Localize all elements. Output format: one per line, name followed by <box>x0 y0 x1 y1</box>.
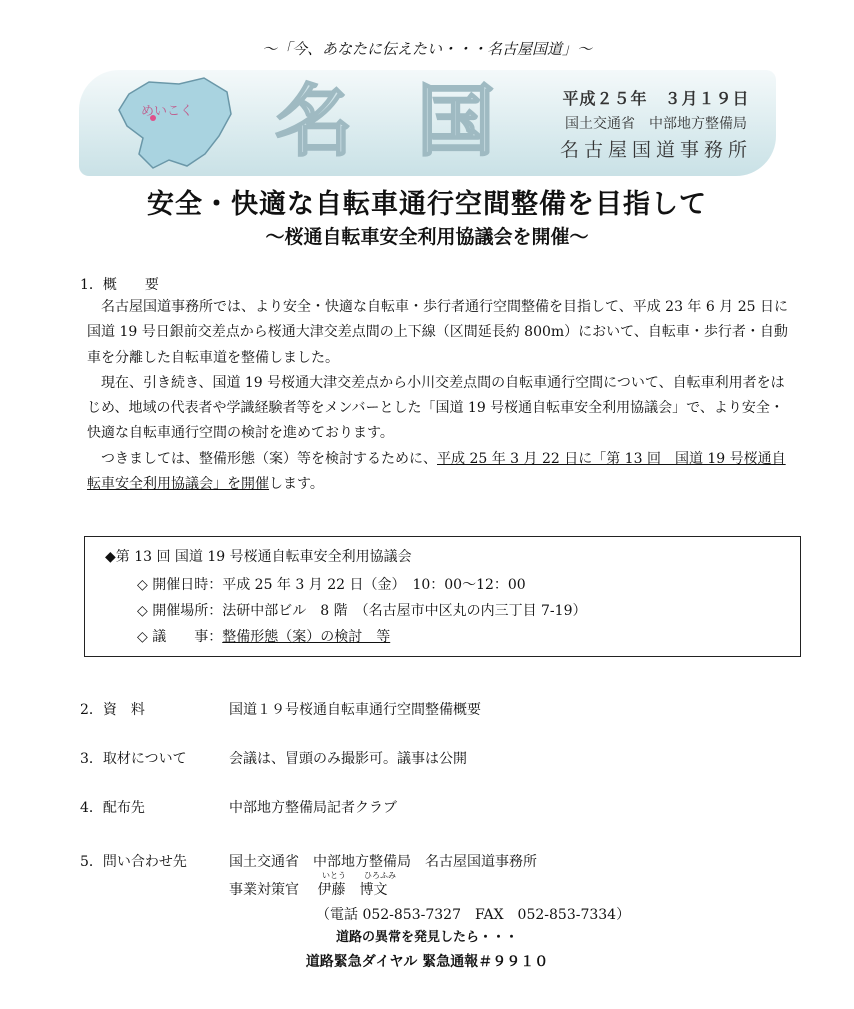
meeting-agenda-label: ◇ 議 事： <box>137 629 223 645</box>
office-name: 名古屋国道事務所 <box>559 139 752 161</box>
meeting-venue: ◇ 開催場所：法研中部ビル 8 階 （名古屋市中区丸の内三丁目 7-19） <box>137 603 587 619</box>
overview-paragraph-3-post: します。 <box>269 476 324 493</box>
ruby-family-name: いとう <box>322 871 346 880</box>
section-overview-heading: 1．概 要 <box>80 277 159 293</box>
item-coverage-label: 3．取材について <box>80 751 187 767</box>
meeting-datetime: ◇ 開催日時：平成 25 年 3 月 22 日（金） 10：00～12：00 <box>137 577 526 593</box>
contact-phone: （電話 052-853-7327 FAX 052-853-7334） <box>316 907 631 923</box>
footer-emergency-dial: 道路緊急ダイヤル 緊急通報＃９９１０ <box>305 954 549 970</box>
ruby-given-name: ひろふみ <box>364 871 396 880</box>
item-contact-label: 5．問い合わせ先 <box>80 854 187 870</box>
banner-char-na: 名 <box>275 77 354 167</box>
issue-date: 平成２５年 ３月１９日 <box>562 89 750 108</box>
footer-notice: 道路の異常を発見したら・・・ <box>335 930 518 945</box>
overview-paragraph-2: 現在、引き続き、国道 19 号桜通大津交差点から小川交差点間の自転車通行空間について、自転車利用者をはじめ、地域の代表者や学識経験者等をメンバーとした「国道 19 号桜通自転車安全利用協議会」で、より安全・快適な自転車通行空間の検討を進めております。 <box>87 374 785 442</box>
overview-paragraph-3-pre: つきましては、整備形態（案）等を検討するために、 <box>101 450 437 467</box>
item-distribution-value: 中部地方整備局記者クラブ <box>229 800 397 816</box>
tagline: ～「今、あなたに伝えたい・・・名古屋国道」～ <box>261 40 592 58</box>
item-coverage-value: 会議は、冒頭のみ撮影可。議事は公開 <box>229 751 467 767</box>
overview-paragraph-1: 名古屋国道事務所では、より安全・快適な自転車・歩行者通行空間整備を目指して、平成 23 年 6 月 25 日に国道 19 号日銀前交差点から桜通大津交差点間の上下線（区間延長約 800m）において、自転車・歩行者・自動車を分離した自転車道を整備しました。 <box>87 299 788 366</box>
item-contact-value: 国土交通省 中部地方整備局 名古屋国道事務所 <box>229 854 537 870</box>
meeting-agenda <box>137 626 390 646</box>
page-subtitle: ～桜通自転車安全利用協議会を開催～ <box>265 226 589 248</box>
nagoya-map-icon <box>109 74 249 174</box>
map-label: めいこく <box>141 104 194 119</box>
ministry-name: 国土交通省 中部地方整備局 <box>564 116 747 132</box>
meeting-heading: ◆第 13 回 国道 19 号桜通自転車安全利用協議会 <box>105 549 412 565</box>
item-distribution-label: 4．配布先 <box>80 800 145 816</box>
meeting-announcement: 平成 25 年 3 月 22 日に「第 13 回 国道 19 号桜通自転車安全利用協議会」を開催 <box>87 450 786 493</box>
contact-person: 事業対策官 伊藤 博文 <box>229 882 388 898</box>
item-materials-value: 国道１９号桜通自転車通行空間整備概要 <box>229 702 481 718</box>
banner-char-koku: 国 <box>417 77 496 167</box>
overview-paragraph-3 <box>87 447 797 498</box>
header-banner <box>79 70 776 176</box>
item-materials-label: 2．資 料 <box>80 702 145 718</box>
banner-info <box>560 86 752 162</box>
overview-body <box>87 295 797 497</box>
page-title: 安全・快適な自転車通行空間整備を目指して <box>147 189 707 220</box>
meeting-info-box <box>84 536 801 657</box>
meeting-agenda-text: 整備形態（案）の検討 等 <box>222 629 391 645</box>
